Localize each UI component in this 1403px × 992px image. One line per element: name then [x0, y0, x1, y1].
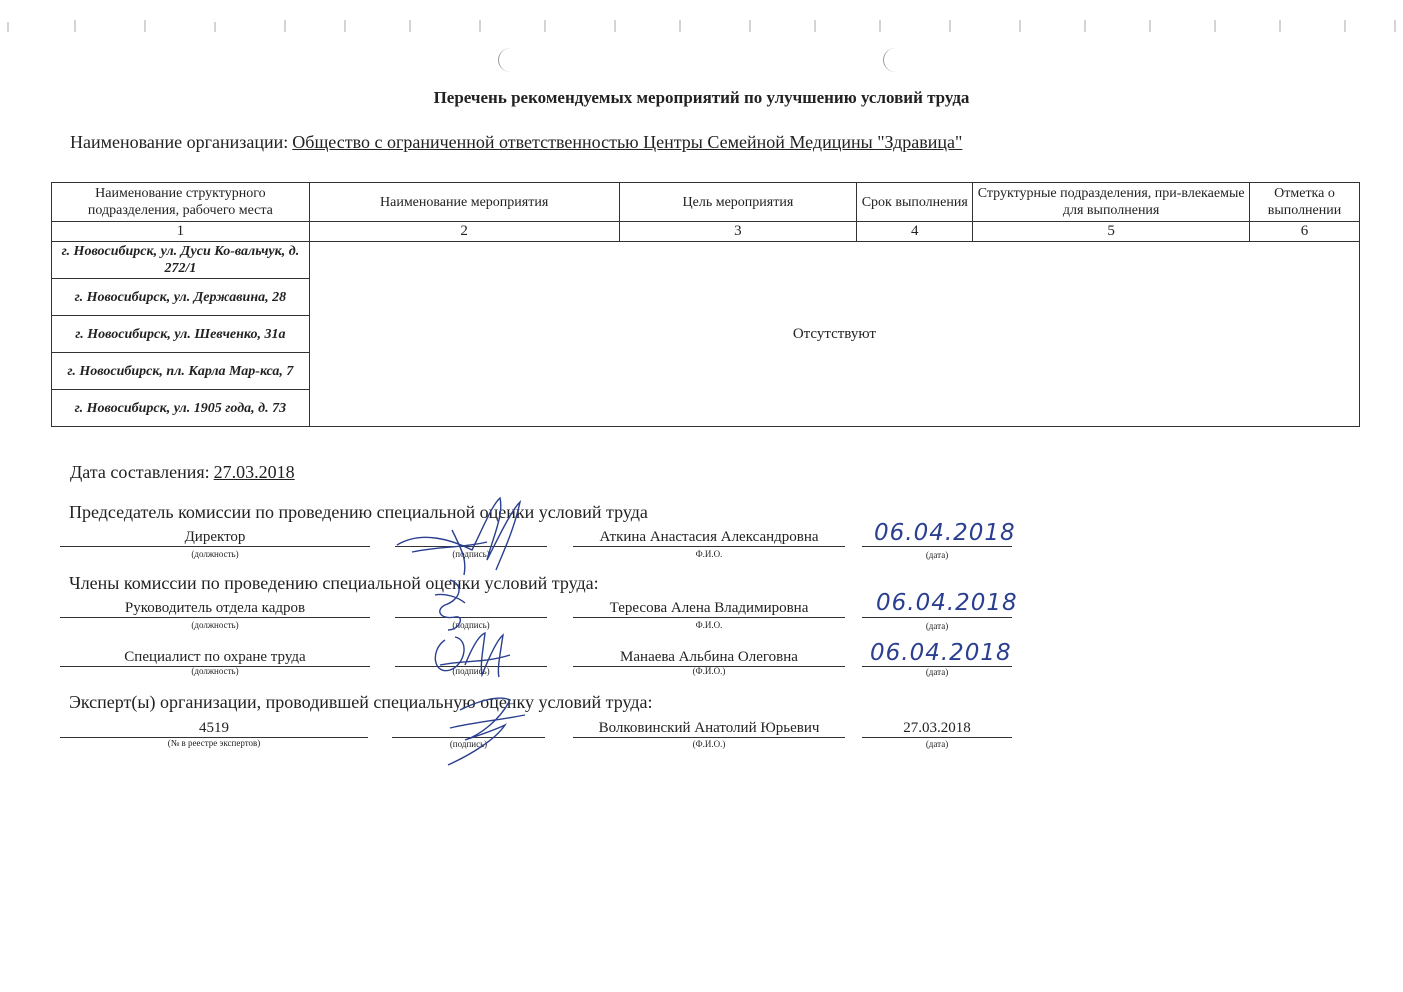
member-name: Тересова Алена Владимировна	[573, 599, 845, 618]
organization-name: Общество с ограниченной ответственностью Центры Семейной Медицины "Здравица"	[292, 132, 963, 152]
scan-edge-marks	[0, 12, 1403, 42]
column-header: Срок выполнения	[857, 183, 973, 222]
column-header: Наименование структурного подразделения, рабочего места	[52, 183, 310, 222]
column-number-row	[52, 222, 1360, 242]
organization-line	[70, 132, 962, 153]
organization-label: Наименование организации:	[70, 132, 289, 152]
column-header: Отметка о выполнении	[1250, 183, 1360, 222]
column-number: 2	[309, 222, 619, 242]
caption-signature: (подпись)	[452, 620, 490, 630]
caption-signature: (подпись)	[449, 739, 488, 749]
caption-date: (дата)	[925, 667, 949, 677]
measures-table	[51, 182, 1360, 427]
compilation-date	[70, 462, 295, 483]
expert-date: 27.03.2018	[862, 719, 1012, 738]
caption-position: (должность)	[191, 549, 239, 559]
column-number: 5	[973, 222, 1250, 242]
caption-date: (дата)	[925, 621, 949, 631]
caption-position: (должность)	[191, 620, 239, 630]
column-number: 3	[619, 222, 857, 242]
caption-registry: (№ в реестре экспертов)	[167, 738, 261, 748]
column-header: Структурные подразделения, при-влекаемые для выполнения	[973, 183, 1250, 222]
member-position: Специалист по охране труда	[60, 648, 370, 667]
caption-date: (дата)	[925, 739, 949, 749]
workplace-address: г. Новосибирск, ул. 1905 года, д. 73	[52, 390, 310, 427]
date-label: Дата составления:	[70, 462, 210, 482]
member-handwritten-date: 06.04.2018	[870, 640, 1012, 666]
caption-date: (дата)	[925, 550, 949, 560]
chair-position: Директор	[60, 528, 370, 547]
chair-handwritten-date: 06.04.2018	[874, 520, 1016, 546]
measures-absent-cell: Отсутствуют	[309, 242, 1359, 427]
column-number: 1	[52, 222, 310, 242]
caption-fio: (Ф.И.О.)	[692, 666, 726, 676]
expert-name: Волковинский Анатолий Юрьевич	[573, 719, 845, 738]
chair-heading: Председатель комиссии по проведению специальной оценки условий труда	[69, 502, 648, 522]
workplace-address: г. Новосибирск, ул. Шевченко, 31а	[52, 316, 310, 353]
caption-fio: Ф.И.О.	[695, 620, 723, 630]
caption-position: (должность)	[191, 666, 239, 676]
document-title: Перечень рекомендуемых мероприятий по улучшению условий труда	[433, 88, 970, 107]
members-heading: Члены комиссии по проведению специальной оценки условий труда:	[69, 573, 599, 593]
workplace-address: г. Новосибирск, пл. Карла Мар-кса, 7	[52, 353, 310, 390]
expert-registry-number: 4519	[60, 719, 368, 738]
chair-name: Аткина Анастасия Александровна	[573, 528, 845, 547]
member-signature	[425, 625, 515, 685]
punch-hole-mark	[883, 48, 908, 72]
expert-heading: Эксперт(ы) организации, проводившей специальную оценку условий труда:	[69, 692, 653, 712]
caption-signature: (подпись)	[452, 666, 490, 676]
column-number: 6	[1250, 222, 1360, 242]
caption-fio: (Ф.И.О.)	[692, 739, 726, 749]
column-header: Наименование мероприятия	[309, 183, 619, 222]
caption-signature: (подпись)	[452, 549, 490, 559]
member-name: Манаева Альбина Олеговна	[573, 648, 845, 667]
expert-signature	[440, 690, 530, 770]
column-header: Цель мероприятия	[619, 183, 857, 222]
workplace-address: г. Новосибирск, ул. Державина, 28	[52, 279, 310, 316]
table-header-row	[52, 183, 1360, 222]
member-position: Руководитель отдела кадров	[60, 599, 370, 618]
punch-hole-mark	[498, 48, 523, 72]
caption-fio: Ф.И.О.	[695, 549, 723, 559]
workplace-address: г. Новосибирск, ул. Дуси Ко-вальчук, д. 272/1	[52, 242, 310, 279]
member-handwritten-date: 06.04.2018	[876, 590, 1018, 616]
table-row	[52, 242, 1360, 279]
date-value: 27.03.2018	[213, 462, 295, 482]
chair-signature	[392, 490, 532, 580]
column-number: 4	[857, 222, 973, 242]
